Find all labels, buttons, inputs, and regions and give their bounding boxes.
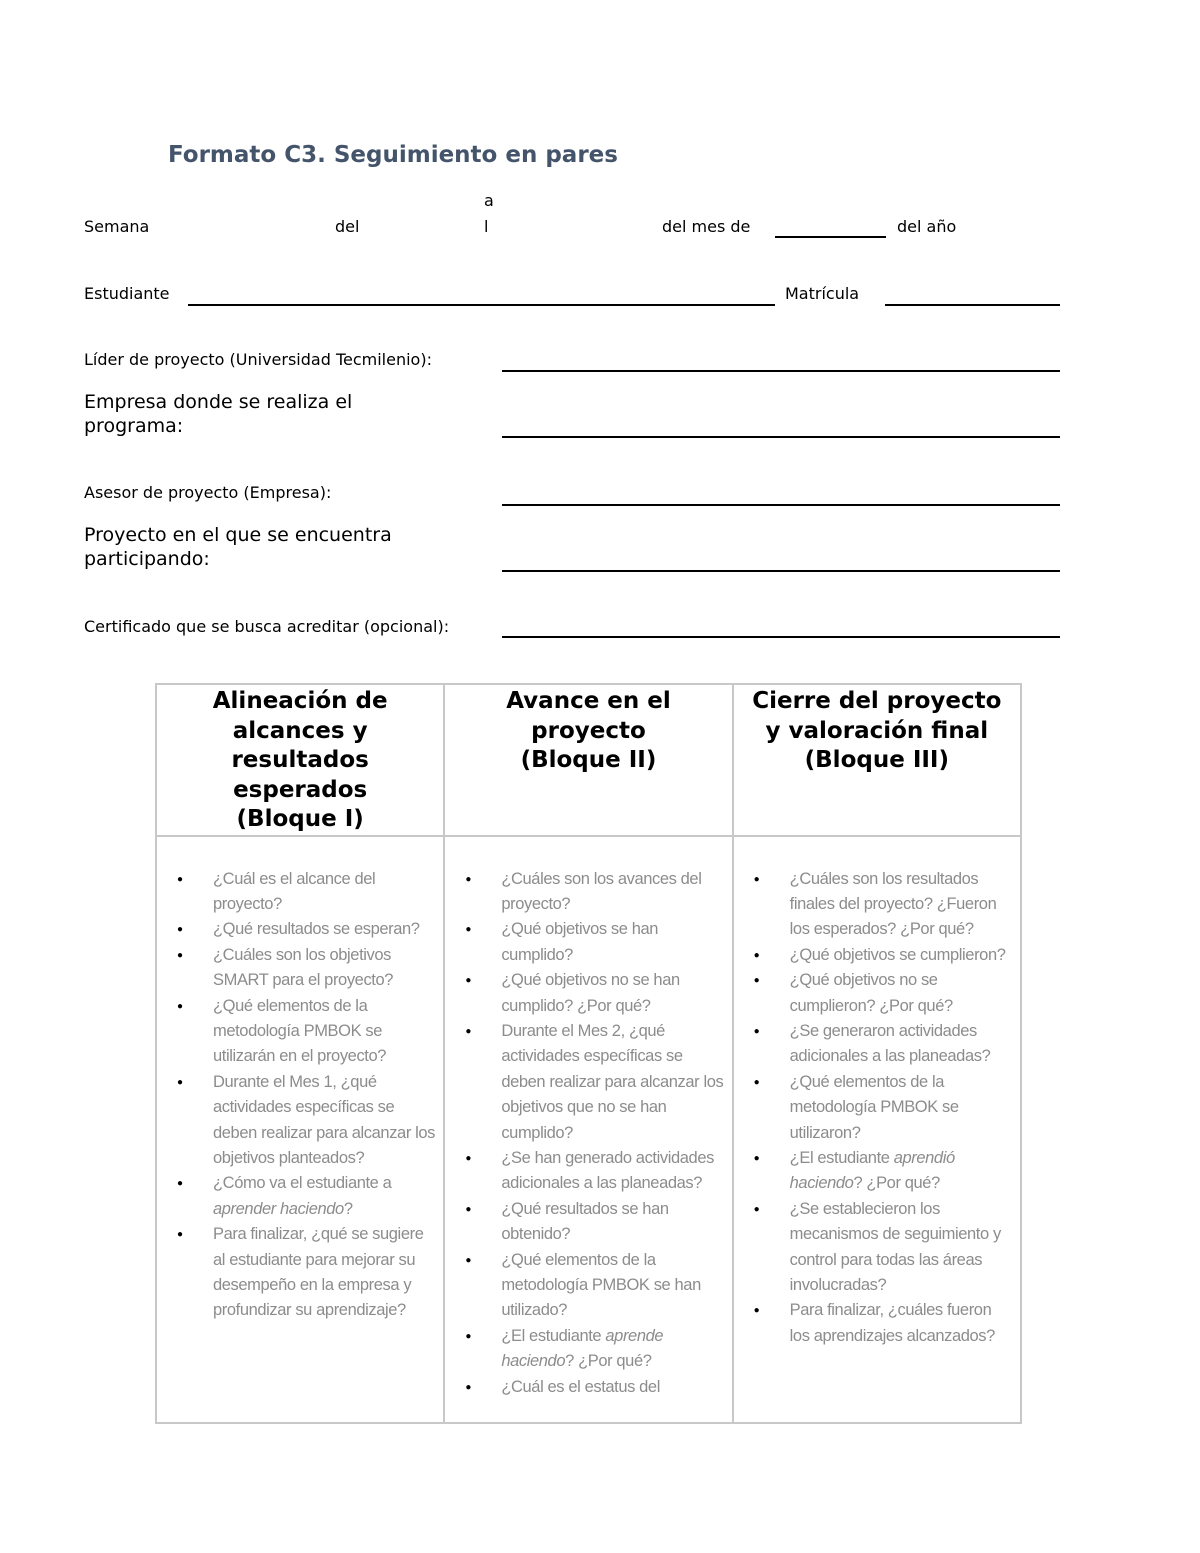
header-bloque-2 [445,685,731,776]
al-label-l: l [484,217,489,236]
questions-cell-bloque-2[interactable] [444,836,732,1423]
header-cell-bloque-2 [444,684,732,836]
header-line: Avance en el [506,688,671,714]
question-item: ● ¿Cuáles son los resultados finales del proyecto? ¿Fueron los esperados? ¿Por qué? [790,867,1020,943]
question-item: ● ¿Cuáles son los avances del proyecto? [501,867,731,918]
certificado-input-line[interactable] [502,636,1060,638]
question-item: ● Para finalizar, ¿qué se sugiere al estudiante para mejorar su desempeño en la empresa y profundizar su aprendizaje? [213,1222,443,1324]
question-item: ● ¿Qué objetivos se han cumplido? [501,917,731,968]
header-line: Alineación de [212,688,388,714]
question-item: ● ¿Qué objetivos no se han cumplido? ¿Por qué? [501,968,731,1019]
question-item: ● ¿Qué elementos de la metodología PMBOK se utilizarán en el proyecto? [213,994,443,1070]
question-item: ● Para finalizar, ¿cuáles fueron los aprendizajes alcanzados? [790,1298,1020,1349]
header-line: esperados [233,776,368,803]
lider-label: Líder de proyecto (Universidad Tecmilenio): [84,350,432,369]
question-item [790,1146,1020,1197]
header-line: alcances y [232,717,368,744]
del-label: del [335,217,360,236]
question-item: ● ¿Qué elementos de la metodología PMBOK se utilizaron? [790,1070,1020,1146]
question-item: ● ¿Cuál es el estatus del [501,1375,731,1400]
question-emphasis: aprendió haciendo [789,1148,955,1193]
header-line: y valoración final [765,717,989,744]
question-item: ● Durante el Mes 1, ¿qué actividades específicas se deben realizar para alcanzar los objetivos planteados? [213,1070,443,1172]
header-bloque-1 [157,685,443,835]
question-text: ? ¿Por qué? [565,1352,652,1371]
header-cell-bloque-3 [733,684,1021,836]
semana-label: Semana [84,217,150,236]
questions-cell-bloque-3[interactable] [733,836,1021,1423]
questions-cell-bloque-1[interactable] [156,836,444,1423]
question-text: ? ¿Por qué? [853,1174,940,1193]
question-item [213,1171,443,1222]
question-item: ● Durante el Mes 2, ¿qué actividades específicas se deben realizar para alcanzar los objetivos que no se han cumplido? [501,1019,731,1146]
question-emphasis: aprende haciendo [501,1326,664,1371]
question-item: ● ¿Se han generado actividades adicionales a las planeadas? [501,1146,731,1197]
header-bloque-3 [734,685,1020,776]
header-line: (Bloque III) [804,747,949,773]
question-item: ● ¿Qué resultados se esperan? [213,917,443,942]
question-item: ● ¿Qué objetivos no se cumplieron? ¿Por qué? [790,968,1020,1019]
question-list-bloque-1 [157,867,443,1324]
question-text: ? [343,1199,353,1218]
question-list-bloque-3 [734,867,1020,1350]
question-list-bloque-2 [445,867,731,1401]
proyecto-input-line[interactable] [502,570,1060,572]
matricula-input-line[interactable] [885,304,1060,306]
header-line: resultados [231,747,369,773]
mes-input-line[interactable] [775,236,886,238]
question-emphasis: aprender haciendo [213,1199,344,1218]
question-item: ● ¿Cuál es el alcance del proyecto? [213,867,443,918]
seguimiento-table [155,683,1022,1424]
header-cell-bloque-1 [156,684,444,836]
question-item: ● ¿Se generaron actividades adicionales a las planeadas? [790,1019,1020,1070]
del-mes-label: del mes de [662,217,751,236]
page-title: Formato C3. Seguimiento en pares [168,142,618,168]
question-item: ● ¿Cuáles son los objetivos SMART para el proyecto? [213,943,443,994]
al-label-a: a [484,191,494,210]
certificado-label: Certificado que se busca acreditar (opcional): [84,617,450,636]
header-line: proyecto [531,717,646,744]
question-text: ¿El estudiante [501,1326,606,1345]
matricula-label: Matrícula [785,284,860,303]
question-item: ● ¿Qué elementos de la metodología PMBOK se han utilizado? [501,1248,731,1324]
proyecto-label: Proyecto en el que se encuentra participando: [84,524,392,570]
del-anio-label: del año [897,217,957,236]
question-item: ● ¿Qué resultados se han obtenido? [501,1197,731,1248]
estudiante-input-line[interactable] [188,304,775,306]
header-line: (Bloque II) [520,747,657,773]
header-line: Cierre del proyecto [752,688,1002,714]
header-line: (Bloque I) [236,806,364,832]
empresa-label: Empresa donde se realiza el programa: [84,391,353,437]
question-text: ¿Cómo va el estudiante a [213,1174,392,1193]
estudiante-label: Estudiante [84,284,170,303]
asesor-input-line[interactable] [502,504,1060,506]
question-item: ● ¿Se establecieron los mecanismos de seguimiento y control para todas las áreas involucradas? [790,1197,1020,1299]
lider-input-line[interactable] [502,370,1060,372]
question-item [501,1324,731,1375]
asesor-label: Asesor de proyecto (Empresa): [84,483,332,502]
question-text: ¿El estudiante [789,1148,894,1167]
question-item: ● ¿Qué objetivos se cumplieron? [790,943,1020,968]
empresa-input-line[interactable] [502,436,1060,438]
